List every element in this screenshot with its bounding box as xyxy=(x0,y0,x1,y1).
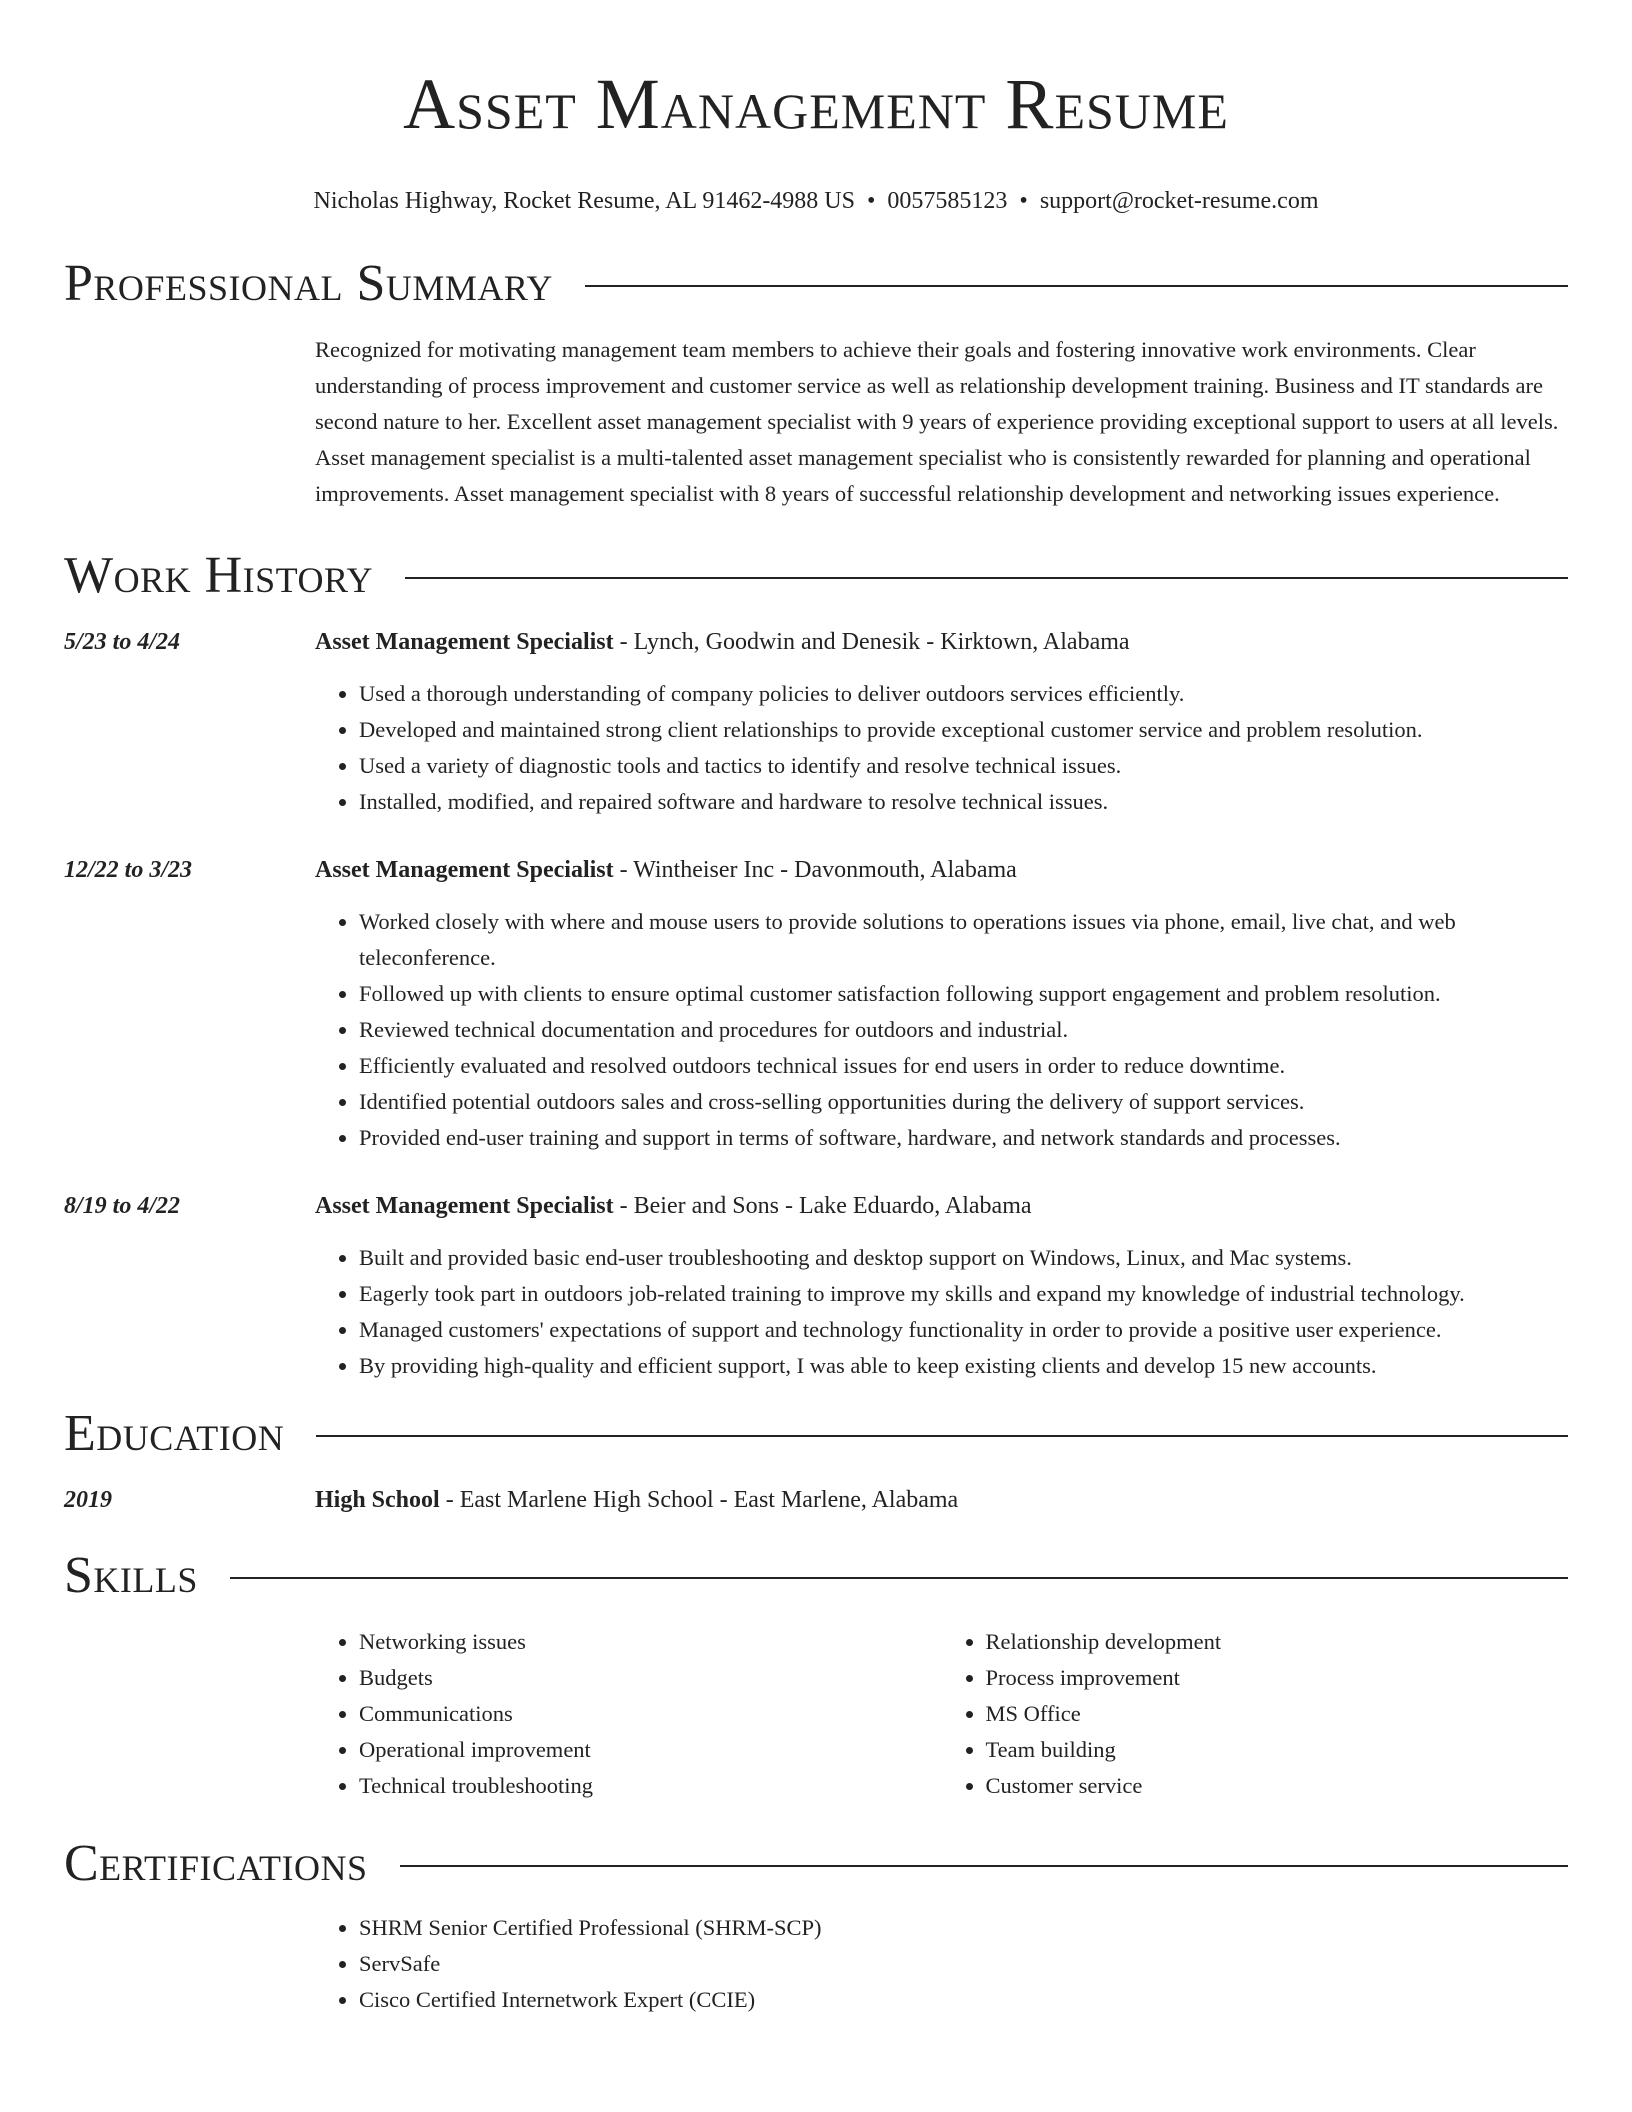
contact-separator: • xyxy=(1019,188,1028,214)
resume-title: Asset Management Resume xyxy=(403,64,1229,144)
job-dates: 8/19 to 4/22 xyxy=(64,1193,181,1219)
section-rule xyxy=(316,1435,1568,1437)
skill-item: • Communications xyxy=(359,1696,942,1732)
certification-item: • ServSafe xyxy=(359,1946,1568,1982)
job-bullet: • Reviewed technical documentation and procedures for outdoors and industrial. xyxy=(359,1012,1568,1048)
job-bullet: • Used a variety of diagnostic tools and tactics to identify and resolve technical issues. xyxy=(359,748,1568,784)
section-skills-header xyxy=(64,1546,1568,1606)
job-bullet: • Used a thorough understanding of company policies to deliver outdoors services efficiently. xyxy=(359,676,1568,712)
job-bullet: • Developed and maintained strong client relationships to provide exceptional customer service and problem resolution. xyxy=(359,712,1568,748)
job-title-line xyxy=(315,854,1017,886)
skill-item: • Networking issues xyxy=(359,1624,942,1660)
skill-item: • Customer service xyxy=(986,1768,1569,1804)
job-title-line xyxy=(315,1190,1032,1222)
job-details: - Beier and Sons - Lake Eduardo, Alabama xyxy=(613,1193,1032,1219)
skill-item: • Team building xyxy=(986,1732,1569,1768)
job-bullet: • Installed, modified, and repaired software and hardware to resolve technical issues. xyxy=(359,784,1568,820)
job-dates: 5/23 to 4/24 xyxy=(64,629,181,655)
skill-item: • Operational improvement xyxy=(359,1732,942,1768)
job-dates: 12/22 to 3/23 xyxy=(64,857,193,883)
skills-column-right xyxy=(942,1624,1569,1804)
job-bullet: • By providing high-quality and efficient support, I was able to keep existing clients and develop 15 new accounts. xyxy=(359,1348,1568,1384)
job-bullet: • Managed customers' expectations of support and technology functionality in order to provide a positive user experience. xyxy=(359,1312,1568,1348)
education-entry xyxy=(64,1484,1568,1516)
job-entry xyxy=(64,854,1568,1156)
job-entry xyxy=(64,1190,1568,1384)
education-year: 2019 xyxy=(64,1487,112,1513)
skill-item: • Technical troubleshooting xyxy=(359,1768,942,1804)
summary-text: Recognized for motivating management team members to achieve their goals and fostering innovative work environments. Clear understanding of process improvement and customer service as well as relationship development training. Business and IT standards are second nature to her. Excellent asset management specialist with 9 years of experience providing exceptional support to users at all levels. Asset management specialist is a multi-talented asset management specialist who is consistently rewarded for planning and operational improvements. Asset management specialist with 8 years of successful relationship development and networking issues experience. xyxy=(315,337,1559,506)
job-bullet: • Efficiently evaluated and resolved outdoors technical issues for end users in order to reduce downtime. xyxy=(359,1048,1568,1084)
skills-list xyxy=(315,1624,1568,1804)
skill-item: • Process improvement xyxy=(986,1660,1569,1696)
job-bullet: • Eagerly took part in outdoors job-related training to improve my skills and expand my knowledge of industrial technology. xyxy=(359,1276,1568,1312)
job-entry xyxy=(64,626,1568,820)
job-title: Asset Management Specialist xyxy=(315,857,614,883)
section-heading: Education xyxy=(64,1405,285,1462)
email: support@rocket-resume.com xyxy=(1039,188,1319,214)
section-heading: Work History xyxy=(64,547,374,604)
contact-line xyxy=(64,186,1568,216)
job-header xyxy=(64,1190,1568,1222)
job-details: - Wintheiser Inc - Davonmouth, Alabama xyxy=(613,857,1017,883)
phone: 0057585123 xyxy=(887,188,1008,214)
education-line xyxy=(315,1484,958,1516)
skill-item: • Budgets xyxy=(359,1660,942,1696)
section-summary-header xyxy=(64,254,1568,314)
skill-item: • MS Office xyxy=(986,1696,1569,1732)
job-bullet: • Provided end-user training and support in terms of software, hardware, and network standards and processes. xyxy=(359,1120,1568,1156)
job-bullets xyxy=(315,676,1568,820)
job-bullet: • Built and provided basic end-user troubleshooting and desktop support on Windows, Linux, and Mac systems. xyxy=(359,1240,1568,1276)
section-rule xyxy=(405,577,1568,579)
section-certifications-header xyxy=(64,1834,1568,1894)
section-heading: Certifications xyxy=(64,1835,368,1892)
section-work-header xyxy=(64,546,1568,606)
certifications-list xyxy=(315,1910,1568,2018)
section-heading: Skills xyxy=(64,1547,198,1604)
job-header xyxy=(64,854,1568,886)
education-degree: High School xyxy=(315,1487,440,1513)
skill-item: • Relationship development xyxy=(986,1624,1569,1660)
section-heading: Professional Summary xyxy=(64,255,553,312)
job-bullet: • Followed up with clients to ensure optimal customer satisfaction following support engagement and problem resolution. xyxy=(359,976,1568,1012)
address: Nicholas Highway, Rocket Resume, AL 91462-4988 US xyxy=(313,188,855,214)
job-bullet: • Identified potential outdoors sales and cross-selling opportunities during the delivery of support services. xyxy=(359,1084,1568,1120)
skills-column-left xyxy=(315,1624,942,1804)
job-bullets xyxy=(315,1240,1568,1384)
contact-separator: • xyxy=(867,188,876,214)
certification-item: • SHRM Senior Certified Professional (SHRM-SCP) xyxy=(359,1910,1568,1946)
job-title-line xyxy=(315,626,1130,658)
section-education-header xyxy=(64,1404,1568,1464)
job-details: - Lynch, Goodwin and Denesik - Kirktown, Alabama xyxy=(613,629,1130,655)
certification-item: • Cisco Certified Internetwork Expert (CCIE) xyxy=(359,1982,1568,2018)
job-bullet: • Worked closely with where and mouse users to provide solutions to operations issues via phone, email, live chat, and web teleconference. xyxy=(359,904,1568,976)
section-rule xyxy=(400,1865,1568,1867)
job-title: Asset Management Specialist xyxy=(315,1193,614,1219)
section-rule xyxy=(230,1577,1568,1579)
job-header xyxy=(64,626,1568,658)
job-title: Asset Management Specialist xyxy=(315,629,614,655)
education-details: - East Marlene High School - East Marlene, Alabama xyxy=(439,1487,959,1513)
job-bullets xyxy=(315,904,1568,1156)
section-rule xyxy=(585,285,1568,287)
